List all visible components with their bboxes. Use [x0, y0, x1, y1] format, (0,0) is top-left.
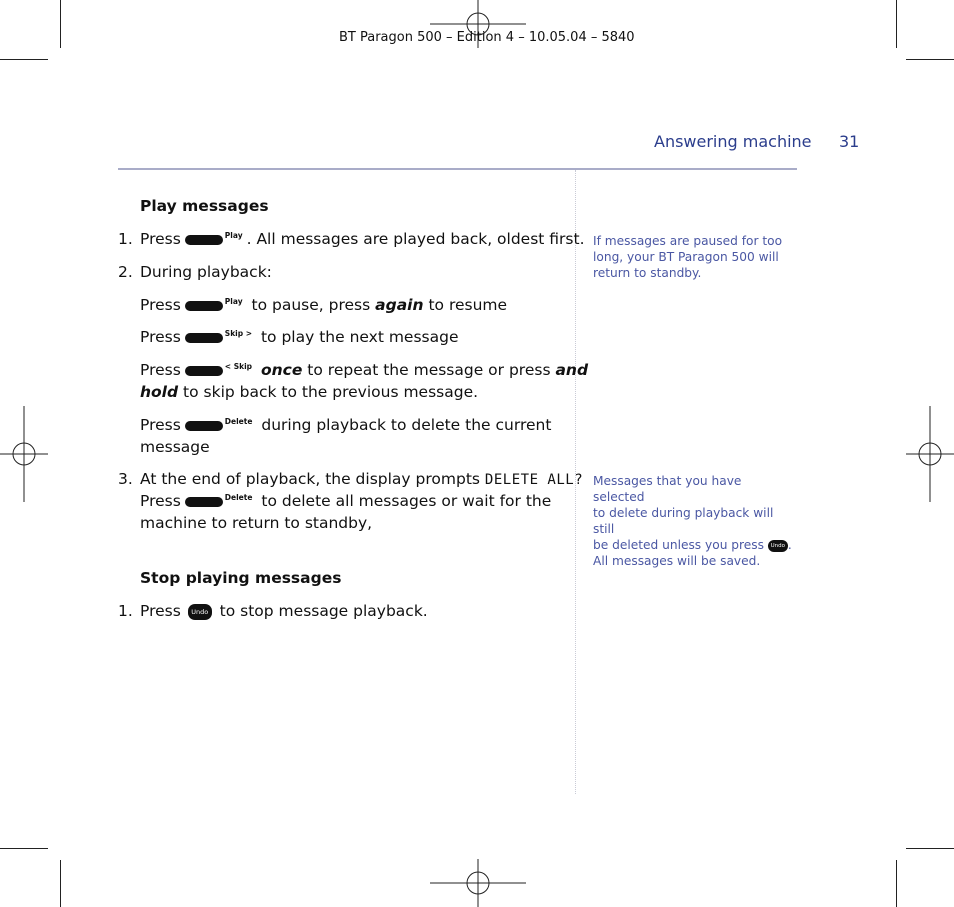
- play-step-3-cont: Press Delete to delete all messages or wait for the: [140, 492, 552, 510]
- undo-key-icon: Undo: [188, 604, 212, 620]
- key-label: < Skip: [224, 361, 253, 371]
- crop-mark: [896, 860, 897, 907]
- page-number: 31: [839, 132, 860, 151]
- step-number: 1.: [118, 230, 133, 248]
- delete-instruction: Press Delete during playback to delete the current: [140, 416, 552, 434]
- play-key-icon: [185, 235, 223, 245]
- delete-key-icon: [185, 497, 223, 507]
- skip-forward-key-icon: [185, 333, 223, 343]
- delete-key-icon: [185, 421, 223, 431]
- key-label: Play: [224, 296, 243, 306]
- key-label: Delete: [224, 492, 253, 502]
- undo-key-icon: Undo: [768, 540, 788, 552]
- step-number: 1.: [118, 602, 133, 620]
- step-number: 3.: [118, 470, 133, 488]
- skip-back-key-icon: [185, 366, 223, 376]
- key-label: Play: [224, 230, 243, 240]
- play-messages-heading: Play messages: [140, 197, 269, 215]
- registration-mark-bottom: [430, 859, 526, 907]
- repeat-instruction: Press < Skip once to repeat the message or press and: [140, 361, 589, 379]
- play-key-icon: [185, 301, 223, 311]
- skip-instruction: Press Skip > to play the next message: [140, 328, 459, 346]
- print-info: BT Paragon 500 – Edition 4 – 10.05.04 – 5840: [339, 30, 635, 45]
- stop-step-1: Press Undo to stop message playback.: [140, 602, 428, 620]
- section-title: Answering machine: [654, 132, 812, 151]
- crop-mark: [906, 848, 954, 849]
- display-prompt: DELETE ALL?: [484, 472, 584, 488]
- play-step-2: During playback:: [140, 263, 272, 281]
- play-step-1: Press Play . All messages are played back, oldest first.: [140, 230, 585, 248]
- registration-mark-left: [0, 406, 48, 502]
- play-step-3-cont2: machine to return to standby,: [140, 514, 373, 532]
- crop-mark: [0, 848, 48, 849]
- repeat-instruction-cont: hold to skip back to the previous message.: [140, 383, 479, 401]
- crop-mark: [60, 860, 61, 907]
- step-number: 2.: [118, 263, 133, 281]
- crop-mark: [906, 59, 954, 60]
- crop-mark: [896, 0, 897, 48]
- play-step-3: At the end of playback, the display prompts DELETE ALL?: [140, 470, 584, 488]
- sidebar-note-standby: If messages are paused for too long, your BT Paragon 500 will return to standby.: [593, 234, 783, 280]
- key-label: Skip >: [224, 328, 253, 338]
- key-label: Delete: [224, 416, 253, 426]
- crop-mark: [0, 59, 48, 60]
- pause-instruction: Press Play to pause, press again to resume: [140, 296, 508, 314]
- registration-mark-right: [906, 406, 954, 502]
- header-divider: [118, 168, 797, 170]
- delete-instruction-cont: message: [140, 438, 210, 456]
- stop-messages-heading: Stop playing messages: [140, 569, 342, 587]
- sidebar-note-delete: Messages that you have selected to delete during playback will still be deleted unless you press Undo . All messages will be saved.: [593, 474, 792, 568]
- crop-mark: [60, 0, 61, 48]
